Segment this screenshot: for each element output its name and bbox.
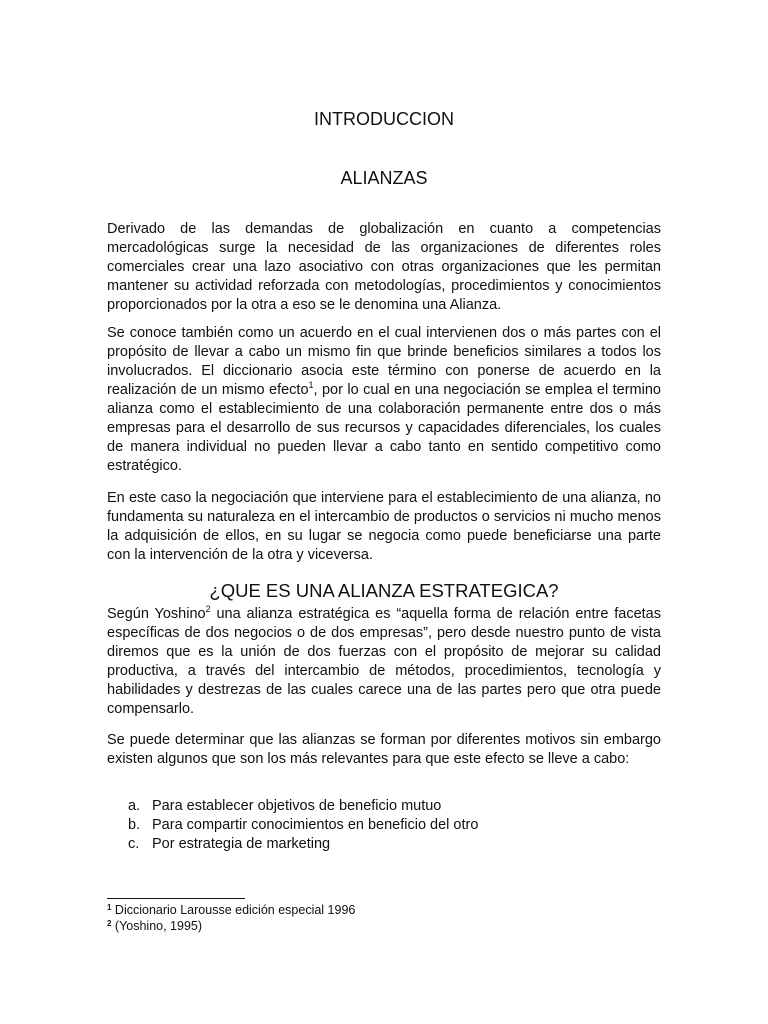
paragraph-2-text-a: Se conoce también como un acuerdo en el cual intervienen dos o más partes con el propósito de llevar a cabo un mismo fin que brinde beneficios similares a todos los involucrados. El diccionario asocia este término con ponerse de acuerdo en la realización de un mismo efecto bbox=[107, 325, 661, 398]
list-marker: a. bbox=[128, 798, 141, 814]
list-item bbox=[128, 816, 478, 835]
paragraph-3: En este caso la negociación que interviene para el establecimiento de una alianza, no fundamenta su naturaleza en el intercambio de productos o servicios ni mucho menos la adquisición de ellos, en su lugar se negocia como puede beneficiarse una parte con la intervención de la otra y viceversa. bbox=[107, 490, 661, 563]
list-marker: c. bbox=[128, 836, 140, 852]
paragraph-4-text-b: una alianza estratégica es “aquella forma de relación entre facetas específicas de dos negocios o de dos empresas”, pero desde nuestro punto de vista diremos que es la unión de dos fuerzas con el propósito de mejorar su calidad productiva, a través del intercambio de métodos, procedimientos, tecnología y habilidades y destrezas de las cuales carece una de las partes pero que otra puede compensarlo. bbox=[107, 606, 661, 717]
footnotes bbox=[107, 902, 355, 934]
footnote-text: (Yoshino, 1995) bbox=[111, 919, 203, 933]
reasons-list bbox=[128, 797, 478, 854]
paragraph-4-text-a: Según Yoshino bbox=[107, 606, 206, 622]
list-item-text: Por estrategia de marketing bbox=[152, 836, 331, 852]
footnote-divider bbox=[107, 898, 245, 899]
list-item bbox=[128, 797, 478, 816]
footnote-2 bbox=[107, 918, 355, 934]
list-item-text: Para compartir conocimientos en beneficio del otro bbox=[152, 817, 479, 833]
list-item-text: Para establecer objetivos de beneficio mutuo bbox=[152, 798, 442, 814]
footnote-ref-2: 2 bbox=[205, 604, 211, 614]
paragraph-2 bbox=[107, 324, 661, 476]
footnote-text: Diccionario Larousse edición especial 1996 bbox=[111, 903, 356, 917]
paragraph-2-text-b: , por lo cual en una negociación se emplea el termino alianza como el establecimiento de una colaboración permanente entre dos o más empresas para el desarrollo de sus recursos y capacidades diferenciales, los cuales de manera individual no pueden llevar a cabo tanto en sentido competitivo como estratégico. bbox=[107, 382, 661, 474]
footnote-marker: 1 bbox=[107, 903, 112, 912]
footnote-marker: 2 bbox=[107, 919, 112, 928]
footnote-ref-1: 1 bbox=[308, 380, 314, 390]
footnote-1 bbox=[107, 902, 355, 918]
document-title: INTRODUCCION bbox=[314, 109, 454, 129]
list-marker: b. bbox=[128, 817, 141, 833]
paragraph-1: Derivado de las demandas de globalización en cuanto a competencias mercadológicas surge la necesidad de las organizaciones de diferentes roles comerciales crear una lazo asociativo con otras organizaciones que les permitan mantener su actividad reforzada con metodologías, procedimientos y conocimientos proporcionados por la otra a eso se le denomina una Alianza. bbox=[107, 221, 661, 313]
paragraph-5: Se puede determinar que las alianzas se forman por diferentes motivos sin embargo existen algunos que son los más relevantes para que este efecto se lleve a cabo: bbox=[107, 732, 661, 767]
section-title: ALIANZAS bbox=[340, 168, 428, 188]
paragraph-4 bbox=[107, 605, 661, 719]
list-item bbox=[128, 835, 478, 854]
subheading: ¿QUE ES UNA ALIANZA ESTRATEGICA? bbox=[209, 580, 559, 601]
